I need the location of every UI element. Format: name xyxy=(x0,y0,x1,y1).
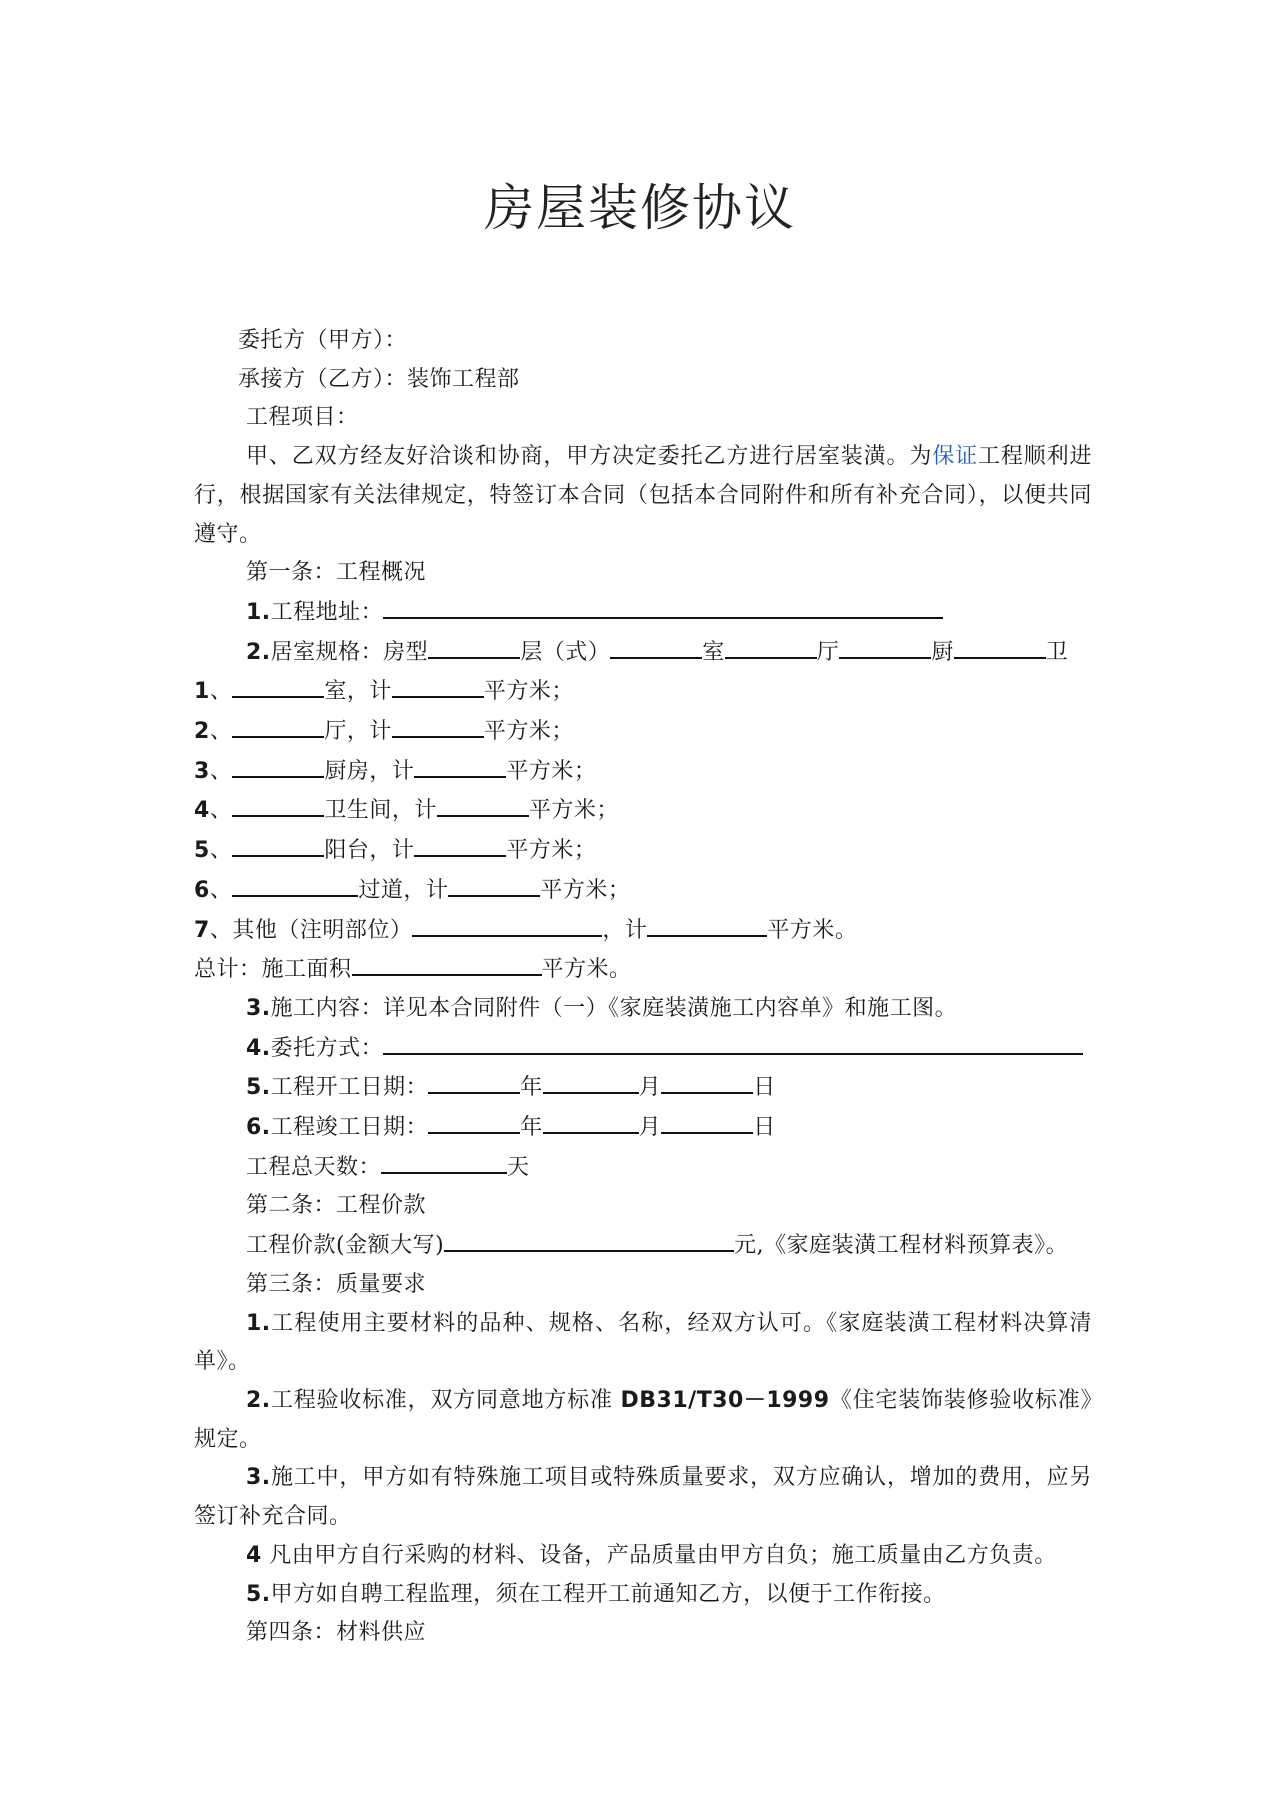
entrust-line xyxy=(194,1029,1092,1069)
item-number: 6. xyxy=(246,1115,271,1141)
floor-blank[interactable] xyxy=(610,633,702,659)
area-number: 2 xyxy=(194,719,210,745)
client-line: 委托方（甲方）： xyxy=(238,328,408,353)
area-blank[interactable] xyxy=(414,752,506,778)
room-spec-label: 居室规格：房型 xyxy=(270,639,429,665)
area-room: 过道，计 xyxy=(358,877,449,903)
item-number: 5. xyxy=(246,1581,271,1607)
total-area-line xyxy=(194,950,1092,990)
total-days-blank[interactable] xyxy=(381,1148,507,1174)
area-number: 7 xyxy=(194,917,210,943)
other-label: 、其他（注明部位） xyxy=(209,917,413,943)
hall-count-blank[interactable] xyxy=(839,633,931,659)
area-blank[interactable] xyxy=(437,791,529,817)
quality-item xyxy=(194,1305,1092,1382)
item-number: 4 xyxy=(246,1542,262,1568)
quality-text: 工程验收标准，双方同意地方标准 xyxy=(270,1387,621,1413)
area-sep: 、 xyxy=(209,719,233,745)
area-line xyxy=(194,752,1092,792)
other-part-blank[interactable] xyxy=(412,911,602,937)
room-blank[interactable] xyxy=(232,791,324,817)
quality-text: 施工中，甲方如有特殊施工项目或特殊质量要求，双方应确认，增加的费用，应另签订补充合同。 xyxy=(194,1465,1092,1530)
area-number: 4 xyxy=(194,798,210,824)
standard-code: DB31/T30－1999 xyxy=(620,1387,830,1413)
total-unit: 平方米。 xyxy=(541,957,632,983)
content-line xyxy=(194,990,1092,1029)
start-year-blank[interactable] xyxy=(428,1068,520,1094)
room-blank[interactable] xyxy=(232,831,324,857)
area-unit: 平方米； xyxy=(528,798,619,824)
price-blank[interactable] xyxy=(444,1226,734,1252)
room-blank[interactable] xyxy=(232,871,358,897)
days-label: 工程总天数： xyxy=(246,1154,382,1180)
end-date-line xyxy=(194,1108,1092,1148)
quality-item xyxy=(194,1382,1092,1459)
other-area-blank[interactable] xyxy=(647,911,767,937)
start-label: 工程开工日期： xyxy=(270,1075,429,1101)
item-number: 5. xyxy=(246,1075,271,1101)
address-label: 工程地址： xyxy=(270,599,384,625)
area-sep: 、 xyxy=(209,679,233,705)
room-label: 室 xyxy=(702,639,725,665)
quality-item xyxy=(194,1576,1092,1615)
intro-text-1: 甲、乙双方经友好洽谈和协商，甲方决定委托乙方进行居室装潢。为 xyxy=(246,444,933,470)
area-room: 阳台，计 xyxy=(324,838,415,864)
house-type-blank[interactable] xyxy=(428,633,520,659)
start-day-blank[interactable] xyxy=(661,1068,753,1094)
price-unit: 元,《家庭装潢工程材料预算表》。 xyxy=(734,1233,1069,1259)
item-number: 3. xyxy=(246,995,271,1021)
content-text: 施工内容：详见本合同附件（一）《家庭装潢施工内容单》和施工图。 xyxy=(270,995,958,1021)
quality-text: 甲方如自聘工程监理，须在工程开工前通知乙方，以便于工作衔接。 xyxy=(270,1581,946,1607)
quality-item xyxy=(194,1459,1092,1536)
article-3-heading: 第三条：质量要求 xyxy=(246,1271,427,1297)
area-room: 卫生间，计 xyxy=(324,798,437,824)
area-unit: 平方米； xyxy=(506,838,597,864)
area-room: 厅，计 xyxy=(324,719,392,745)
intro-paragraph xyxy=(194,438,1092,554)
days-unit: 天 xyxy=(507,1154,530,1180)
area-number: 6 xyxy=(194,877,210,903)
quality-text: 凡由甲方自行采购的材料、设备，产品质量由甲方自负；施工质量由乙方负责。 xyxy=(261,1542,1057,1568)
item-number: 3. xyxy=(246,1465,271,1491)
bath-label: 卫 xyxy=(1045,639,1069,665)
other-count-label: ，计 xyxy=(602,917,648,943)
entrust-blank[interactable] xyxy=(383,1029,1083,1055)
month-label: 月 xyxy=(638,1115,662,1141)
area-unit: 平方米； xyxy=(506,758,597,784)
total-area-blank[interactable] xyxy=(352,950,542,976)
area-blank[interactable] xyxy=(414,831,506,857)
area-blank[interactable] xyxy=(392,672,484,698)
room-blank[interactable] xyxy=(232,712,324,738)
article-4-heading: 第四条：材料供应 xyxy=(246,1620,427,1646)
area-unit: 平方米； xyxy=(540,877,631,903)
article-1-heading: 第一条：工程概况 xyxy=(246,560,427,586)
floor-label: 层（式） xyxy=(520,639,611,665)
area-number: 1 xyxy=(194,679,210,705)
intro-text-2: 工程顺利进行，根据国家有关法律规定，特签订本合同（包括本合同附件和所有补充合同），以便共同遵守。 xyxy=(194,444,1092,547)
area-number: 5 xyxy=(194,838,210,864)
other-unit: 平方米。 xyxy=(767,917,858,943)
article-2-heading: 第二条：工程价款 xyxy=(246,1193,427,1219)
area-room: 厨房，计 xyxy=(324,758,415,784)
area-line xyxy=(194,831,1092,871)
hall-label: 厅 xyxy=(816,639,840,665)
area-sep: 、 xyxy=(209,798,233,824)
total-days-line xyxy=(194,1148,1092,1188)
day-label: 日 xyxy=(753,1075,776,1101)
area-unit: 平方米； xyxy=(483,679,574,705)
entrust-label: 委托方式： xyxy=(270,1035,384,1061)
room-blank[interactable] xyxy=(232,672,324,698)
quality-text: 工程使用主要材料的品种、规格、名称，经双方认可。《家庭装潢工程材料决算清单》。 xyxy=(194,1310,1092,1375)
area-sep: 、 xyxy=(209,838,233,864)
end-year-blank[interactable] xyxy=(428,1108,520,1134)
area-line xyxy=(194,712,1092,752)
area-number: 3 xyxy=(194,758,210,784)
address-blank[interactable] xyxy=(383,593,943,619)
year-label: 年 xyxy=(520,1115,543,1141)
other-area-line xyxy=(194,911,1092,951)
quality-item xyxy=(194,1537,1092,1576)
item-number: 1. xyxy=(246,599,271,625)
item-number: 2. xyxy=(246,1387,271,1413)
area-line xyxy=(194,791,1092,831)
area-blank[interactable] xyxy=(392,712,484,738)
area-unit: 平方米； xyxy=(483,719,574,745)
end-day-blank[interactable] xyxy=(661,1108,753,1134)
project-line: 工程项目： xyxy=(246,405,359,431)
room-blank[interactable] xyxy=(232,752,324,778)
room-count-blank[interactable] xyxy=(725,633,817,659)
month-label: 月 xyxy=(638,1075,662,1101)
year-label: 年 xyxy=(520,1075,543,1101)
price-line xyxy=(194,1226,1092,1266)
area-blank[interactable] xyxy=(448,871,540,897)
kitchen-count-blank[interactable] xyxy=(954,633,1046,659)
start-date-line xyxy=(194,1068,1092,1108)
item-number: 4. xyxy=(246,1035,271,1061)
address-line xyxy=(194,593,1092,633)
room-spec-line xyxy=(194,633,1092,673)
end-month-blank[interactable] xyxy=(543,1108,639,1134)
day-label: 日 xyxy=(753,1115,776,1141)
document-title: 房屋装修协议 xyxy=(484,179,796,237)
item-number: 2. xyxy=(246,639,271,665)
kitchen-label: 厨 xyxy=(931,639,954,665)
item-number: 1. xyxy=(246,1310,271,1336)
price-label: 工程价款(金额大写) xyxy=(246,1233,445,1259)
quality-text: 《住宅装饰装修验收标准》规定。 xyxy=(194,1387,1092,1452)
start-month-blank[interactable] xyxy=(543,1068,639,1094)
area-line xyxy=(194,672,1092,712)
area-sep: 、 xyxy=(209,877,233,903)
area-room: 室，计 xyxy=(324,679,392,705)
total-label: 总计：施工面积 xyxy=(194,957,352,983)
area-sep: 、 xyxy=(209,758,233,784)
end-label: 工程竣工日期： xyxy=(270,1115,429,1141)
area-line xyxy=(194,871,1092,911)
document-body xyxy=(194,322,1092,1653)
guarantee-link[interactable]: 保证 xyxy=(932,444,978,470)
contractor-line: 承接方（乙方）：装饰工程部 xyxy=(238,366,520,392)
